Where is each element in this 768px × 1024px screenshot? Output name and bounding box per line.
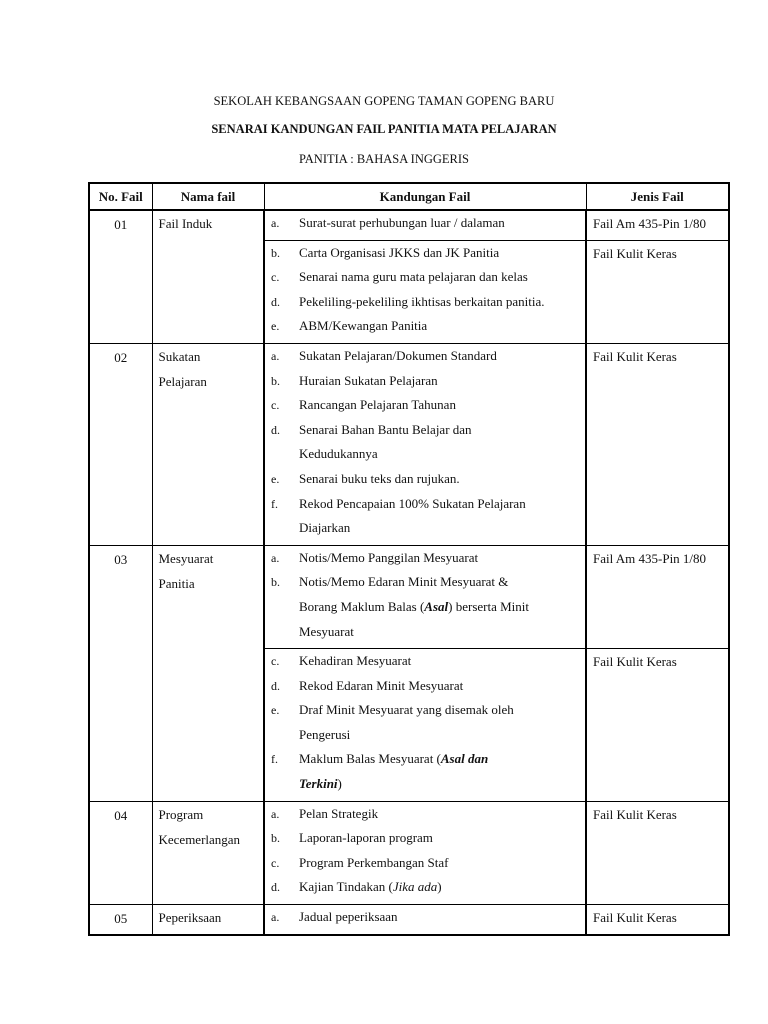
item-text: Pengerusi — [299, 726, 351, 742]
file-type: Fail Kulit Keras — [586, 905, 729, 935]
emphasis-text: Terkini — [299, 776, 338, 792]
document-title: SENARAI KANDUNGAN FAIL PANITIA MATA PELAJARAN — [211, 122, 557, 136]
text-part: Maklum Balas Mesyuarat ( — [299, 751, 441, 767]
item-letter: b. — [271, 373, 280, 388]
file-name-line: Pelajaran — [158, 373, 207, 389]
text-part: Borang Maklum Balas ( — [299, 598, 425, 614]
table-row — [89, 343, 729, 545]
col-header-name: Nama fail — [152, 183, 264, 210]
file-number: 02 — [89, 343, 152, 545]
file-contents — [264, 801, 586, 904]
file-type: Fail Kulit Keras — [586, 240, 729, 343]
file-type: Fail Am 435-Pin 1/80 — [586, 210, 729, 240]
text-part: ) — [337, 776, 342, 792]
list-item — [271, 467, 581, 492]
file-number: 03 — [89, 545, 152, 801]
item-text-mixed — [299, 875, 581, 900]
file-name-line: Panitia — [158, 575, 195, 591]
list-item — [271, 698, 581, 747]
list-item — [271, 851, 581, 876]
text-part: ) berserta Minit — [448, 598, 530, 614]
item-letter: c. — [271, 654, 280, 669]
file-contents — [264, 240, 586, 343]
item-text: Rekod Edaran Minit Mesyuarat — [299, 677, 464, 693]
file-name — [152, 801, 264, 904]
item-letter: a. — [271, 806, 280, 821]
file-name-line: Sukatan — [158, 348, 201, 364]
file-contents — [264, 649, 586, 802]
list-item — [271, 905, 581, 930]
list-item — [271, 393, 581, 418]
col-header-no: No. Fail — [89, 183, 152, 210]
list-item — [271, 492, 581, 541]
item-letter: c. — [271, 270, 280, 285]
list-item — [271, 546, 581, 571]
item-letter: d. — [271, 294, 280, 309]
file-name-line: Program — [158, 806, 204, 822]
item-text-mixed — [299, 747, 581, 772]
item-letter: f. — [271, 496, 278, 511]
file-name — [152, 210, 264, 343]
file-number: 04 — [89, 801, 152, 904]
file-contents — [264, 545, 586, 648]
item-text: Rancangan Pelajaran Tahunan — [299, 397, 456, 413]
file-number: 05 — [89, 905, 152, 935]
item-text-mixed — [299, 595, 581, 620]
table-header-row — [89, 183, 729, 210]
item-letter: e. — [271, 319, 280, 334]
file-name — [152, 343, 264, 545]
item-letter: b. — [271, 831, 280, 846]
list-item — [271, 265, 581, 290]
file-number: 01 — [89, 210, 152, 343]
item-text: Diajarkan — [299, 520, 351, 536]
school-name: SEKOLAH KEBANGSAAN GOPENG TAMAN GOPENG BARU — [213, 94, 555, 108]
item-text-mixed — [299, 772, 581, 797]
file-type: Fail Am 435-Pin 1/80 — [586, 545, 729, 648]
text-part: Kajian Tindakan ( — [299, 879, 393, 895]
list-item — [271, 802, 581, 827]
item-text: Notis/Memo Edaran Minit Mesyuarat & — [299, 574, 509, 590]
item-letter: c. — [271, 855, 280, 870]
list-item — [271, 314, 581, 339]
item-letter: a. — [271, 348, 280, 363]
item-letter: b. — [271, 245, 280, 260]
table-row — [89, 210, 729, 240]
emphasis-text: Asal — [424, 598, 449, 614]
item-letter: a. — [271, 216, 280, 230]
list-item — [271, 674, 581, 699]
item-text: Kehadiran Mesyuarat — [299, 653, 412, 669]
item-text: Pelan Strategik — [299, 805, 379, 821]
item-letter: e. — [271, 471, 280, 486]
item-letter: d. — [271, 422, 280, 437]
list-item — [271, 875, 581, 900]
list-item — [271, 369, 581, 394]
item-text: Laporan-laporan program — [299, 830, 433, 846]
item-text: Sukatan Pelajaran/Dokumen Standard — [299, 347, 497, 363]
item-text: Kedudukannya — [299, 446, 378, 462]
list-item — [271, 570, 581, 644]
list-item — [271, 211, 581, 236]
file-type: Fail Kulit Keras — [586, 343, 729, 545]
emphasis-text: Jika ada — [392, 879, 438, 895]
table-row — [89, 545, 729, 648]
item-letter: f. — [271, 752, 278, 767]
file-contents-table — [88, 182, 730, 936]
file-contents — [264, 343, 586, 545]
text-part: ) — [437, 879, 442, 895]
file-name — [152, 545, 264, 801]
item-text: Rekod Pencapaian 100% Sukatan Pelajaran — [299, 495, 526, 511]
list-item — [271, 649, 581, 674]
list-item — [271, 344, 581, 369]
item-text: Draf Minit Mesyuarat yang disemak oleh — [299, 702, 514, 718]
item-text: Pekeliling-pekeliling ikhtisas berkaitan panitia. — [299, 293, 545, 309]
file-name-line: Mesyuarat — [158, 550, 214, 566]
list-item — [271, 826, 581, 851]
file-type: Fail Kulit Keras — [586, 801, 729, 904]
item-letter: d. — [271, 880, 280, 895]
item-text: Mesyuarat — [299, 623, 354, 639]
table-row — [89, 801, 729, 904]
panitia-label: PANITIA : BAHASA INGGERIS — [298, 152, 470, 166]
file-contents — [264, 210, 586, 240]
file-name-line: Peperiksaan — [158, 910, 222, 926]
list-item — [271, 241, 581, 266]
item-text: Huraian Sukatan Pelajaran — [299, 372, 438, 388]
file-contents — [264, 905, 586, 935]
item-letter: c. — [271, 398, 280, 413]
table-row — [89, 905, 729, 935]
item-text: ABM/Kewangan Panitia — [299, 318, 428, 334]
item-letter: b. — [271, 575, 280, 590]
item-letter: a. — [271, 910, 280, 925]
item-text: Senarai Bahan Bantu Belajar dan — [299, 421, 472, 437]
item-text: Surat-surat perhubungan luar / dalaman — [299, 215, 505, 230]
item-text: Senarai nama guru mata pelajaran dan kelas — [299, 269, 528, 285]
list-item — [271, 290, 581, 315]
item-text: Carta Organisasi JKKS dan JK Panitia — [299, 244, 500, 260]
item-letter: d. — [271, 678, 280, 693]
col-header-contents: Kandungan Fail — [264, 183, 586, 210]
item-text: Senarai buku teks dan rujukan. — [299, 470, 460, 486]
list-item — [271, 747, 581, 796]
item-text: Program Perkembangan Staf — [299, 854, 449, 870]
col-header-type: Jenis Fail — [586, 183, 729, 210]
item-letter: a. — [271, 550, 280, 565]
file-name-line: Kecemerlangan — [158, 831, 241, 847]
item-text: Notis/Memo Panggilan Mesyuarat — [299, 549, 479, 565]
item-letter: e. — [271, 703, 280, 718]
list-item — [271, 418, 581, 467]
emphasis-text: Asal dan — [440, 751, 489, 767]
item-text: Jadual peperiksaan — [299, 909, 398, 925]
file-name — [152, 905, 264, 935]
file-type: Fail Kulit Keras — [586, 649, 729, 802]
file-name-line: Fail Induk — [158, 216, 213, 231]
